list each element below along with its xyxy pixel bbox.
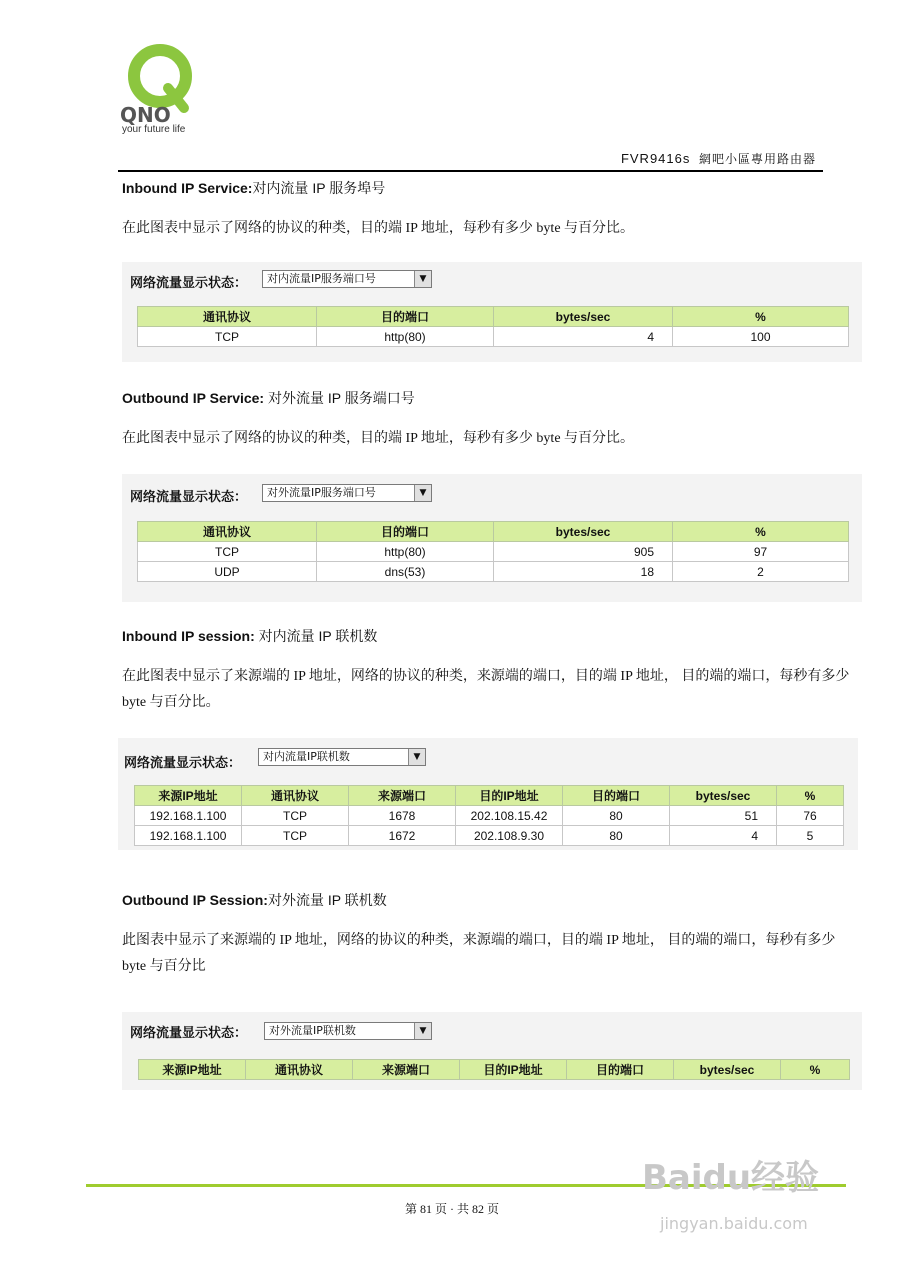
section-title-bold: Inbound IP Service: <box>122 180 253 196</box>
logo-brand: QNO <box>120 103 171 127</box>
table-cell: TCP <box>242 826 349 846</box>
table-header-row <box>138 307 849 327</box>
col-header: 通讯协议 <box>138 522 317 542</box>
table-cell: TCP <box>138 327 317 347</box>
table-cell: dns(53) <box>317 562 494 582</box>
table-row <box>135 826 844 846</box>
section-desc: 此图表中显示了来源端的 IP 地址，网络的协议的种类，来源端的端口，目的端 IP 地址， 目的端的端口，每秒有多少 byte 与百分比 <box>122 933 836 974</box>
status-select[interactable] <box>262 484 432 502</box>
table-cell: TCP <box>242 806 349 826</box>
table-cell: 1678 <box>349 806 456 826</box>
table-cell: 18 <box>494 562 673 582</box>
col-header: 目的IP地址 <box>460 1060 567 1080</box>
section-desc: 在此图表中显示了网络的协议的种类，目的端 IP 地址，每秒有多少 byte 与百分比。 <box>122 221 635 236</box>
chevron-down-icon[interactable]: ▼ <box>408 749 425 765</box>
select-label: 网络流量显示状态： <box>124 756 242 771</box>
traffic-table <box>137 521 849 582</box>
status-select[interactable] <box>264 1022 432 1040</box>
table-cell: 5 <box>777 826 844 846</box>
col-header: % <box>673 307 849 327</box>
table-cell: 51 <box>670 806 777 826</box>
screenshot-panel <box>118 738 858 850</box>
doc-header <box>621 150 816 167</box>
table-cell: 100 <box>673 327 849 347</box>
col-header: 来源端口 <box>349 786 456 806</box>
section-title-bold: Outbound IP Session: <box>122 892 268 908</box>
table-cell: 192.168.1.100 <box>135 826 242 846</box>
col-header: 通讯协议 <box>242 786 349 806</box>
table-cell: 192.168.1.100 <box>135 806 242 826</box>
col-header: % <box>673 522 849 542</box>
select-value: 对内流量IP服务端口号 <box>267 272 376 285</box>
table-cell: 80 <box>563 806 670 826</box>
section-desc: 在此图表中显示了来源端的 IP 地址，网络的协议的种类，来源端的端口，目的端 IP 地址， 目的端的端口，每秒有多少 byte 与百分比。 <box>122 669 850 710</box>
table-cell: 202.108.15.42 <box>456 806 563 826</box>
header-rule <box>118 170 823 172</box>
col-header: 来源IP地址 <box>135 786 242 806</box>
col-header: 通讯协议 <box>138 307 317 327</box>
status-select[interactable] <box>262 270 432 288</box>
col-header: 目的端口 <box>317 522 494 542</box>
select-value: 对内流量IP联机数 <box>263 750 350 763</box>
select-label: 网络流量显示状态： <box>130 490 248 505</box>
section-title-rest: 对外流量 IP 服务端口号 <box>264 390 415 406</box>
session-table <box>138 1059 850 1080</box>
table-cell: 905 <box>494 542 673 562</box>
col-header: 来源端口 <box>353 1060 460 1080</box>
status-select[interactable] <box>258 748 426 766</box>
page-number: 第 81 页 · 共 82 页 <box>405 1202 499 1216</box>
watermark-brand: Baidu经验 <box>642 1158 820 1198</box>
col-header: 目的端口 <box>317 307 494 327</box>
col-header: bytes/sec <box>494 522 673 542</box>
screenshot-panel <box>122 1012 862 1090</box>
select-value: 对外流量IP服务端口号 <box>267 486 376 499</box>
screenshot-panel <box>122 262 862 362</box>
table-cell: 202.108.9.30 <box>456 826 563 846</box>
table-row <box>138 542 849 562</box>
col-header: 目的端口 <box>563 786 670 806</box>
session-table <box>134 785 844 846</box>
traffic-table <box>137 306 849 347</box>
table-header-row <box>138 522 849 542</box>
table-cell: UDP <box>138 562 317 582</box>
section-title <box>122 890 387 910</box>
table-cell: http(80) <box>317 327 494 347</box>
watermark-url: jingyan.baidu.com <box>660 1214 808 1233</box>
section-title-bold: Inbound IP session: <box>122 628 255 644</box>
table-row <box>138 327 849 347</box>
col-header: % <box>781 1060 850 1080</box>
product-title: 網吧小區專用路由器 <box>698 152 816 166</box>
logo-tagline: your future life <box>122 124 186 135</box>
screenshot-panel <box>122 474 862 602</box>
col-header: 通讯协议 <box>246 1060 353 1080</box>
product-name: FVR9416s <box>620 151 691 166</box>
chevron-down-icon[interactable]: ▼ <box>414 271 431 287</box>
section-title-rest: 对内流量 IP 联机数 <box>254 628 378 644</box>
chevron-down-icon[interactable]: ▼ <box>414 485 431 501</box>
section-title-bold: Outbound IP Service: <box>122 390 265 406</box>
select-label: 网络流量显示状态： <box>130 276 248 291</box>
select-value: 对外流量IP联机数 <box>269 1024 356 1037</box>
table-cell: 2 <box>673 562 849 582</box>
col-header: 目的端口 <box>567 1060 674 1080</box>
section-title <box>122 626 377 646</box>
table-cell: 4 <box>670 826 777 846</box>
table-cell: http(80) <box>317 542 494 562</box>
table-header-row <box>139 1060 850 1080</box>
col-header: bytes/sec <box>494 307 673 327</box>
section-title <box>122 178 385 198</box>
section-title <box>122 388 415 408</box>
table-cell: 97 <box>673 542 849 562</box>
col-header: 来源IP地址 <box>139 1060 246 1080</box>
col-header: bytes/sec <box>674 1060 781 1080</box>
table-cell: 80 <box>563 826 670 846</box>
col-header: % <box>777 786 844 806</box>
table-cell: TCP <box>138 542 317 562</box>
select-label: 网络流量显示状态： <box>130 1026 248 1041</box>
table-row <box>138 562 849 582</box>
section-title-rest: 对外流量 IP 联机数 <box>267 892 387 908</box>
chevron-down-icon[interactable]: ▼ <box>414 1023 431 1039</box>
table-row <box>135 806 844 826</box>
section-desc: 在此图表中显示了网络的协议的种类，目的端 IP 地址，每秒有多少 byte 与百分比。 <box>122 431 635 446</box>
col-header: 目的IP地址 <box>456 786 563 806</box>
table-cell: 1672 <box>349 826 456 846</box>
table-cell: 4 <box>494 327 673 347</box>
col-header: bytes/sec <box>670 786 777 806</box>
table-cell: 76 <box>777 806 844 826</box>
section-title-rest: 对内流量 IP 服务埠号 <box>252 180 386 196</box>
table-header-row <box>135 786 844 806</box>
